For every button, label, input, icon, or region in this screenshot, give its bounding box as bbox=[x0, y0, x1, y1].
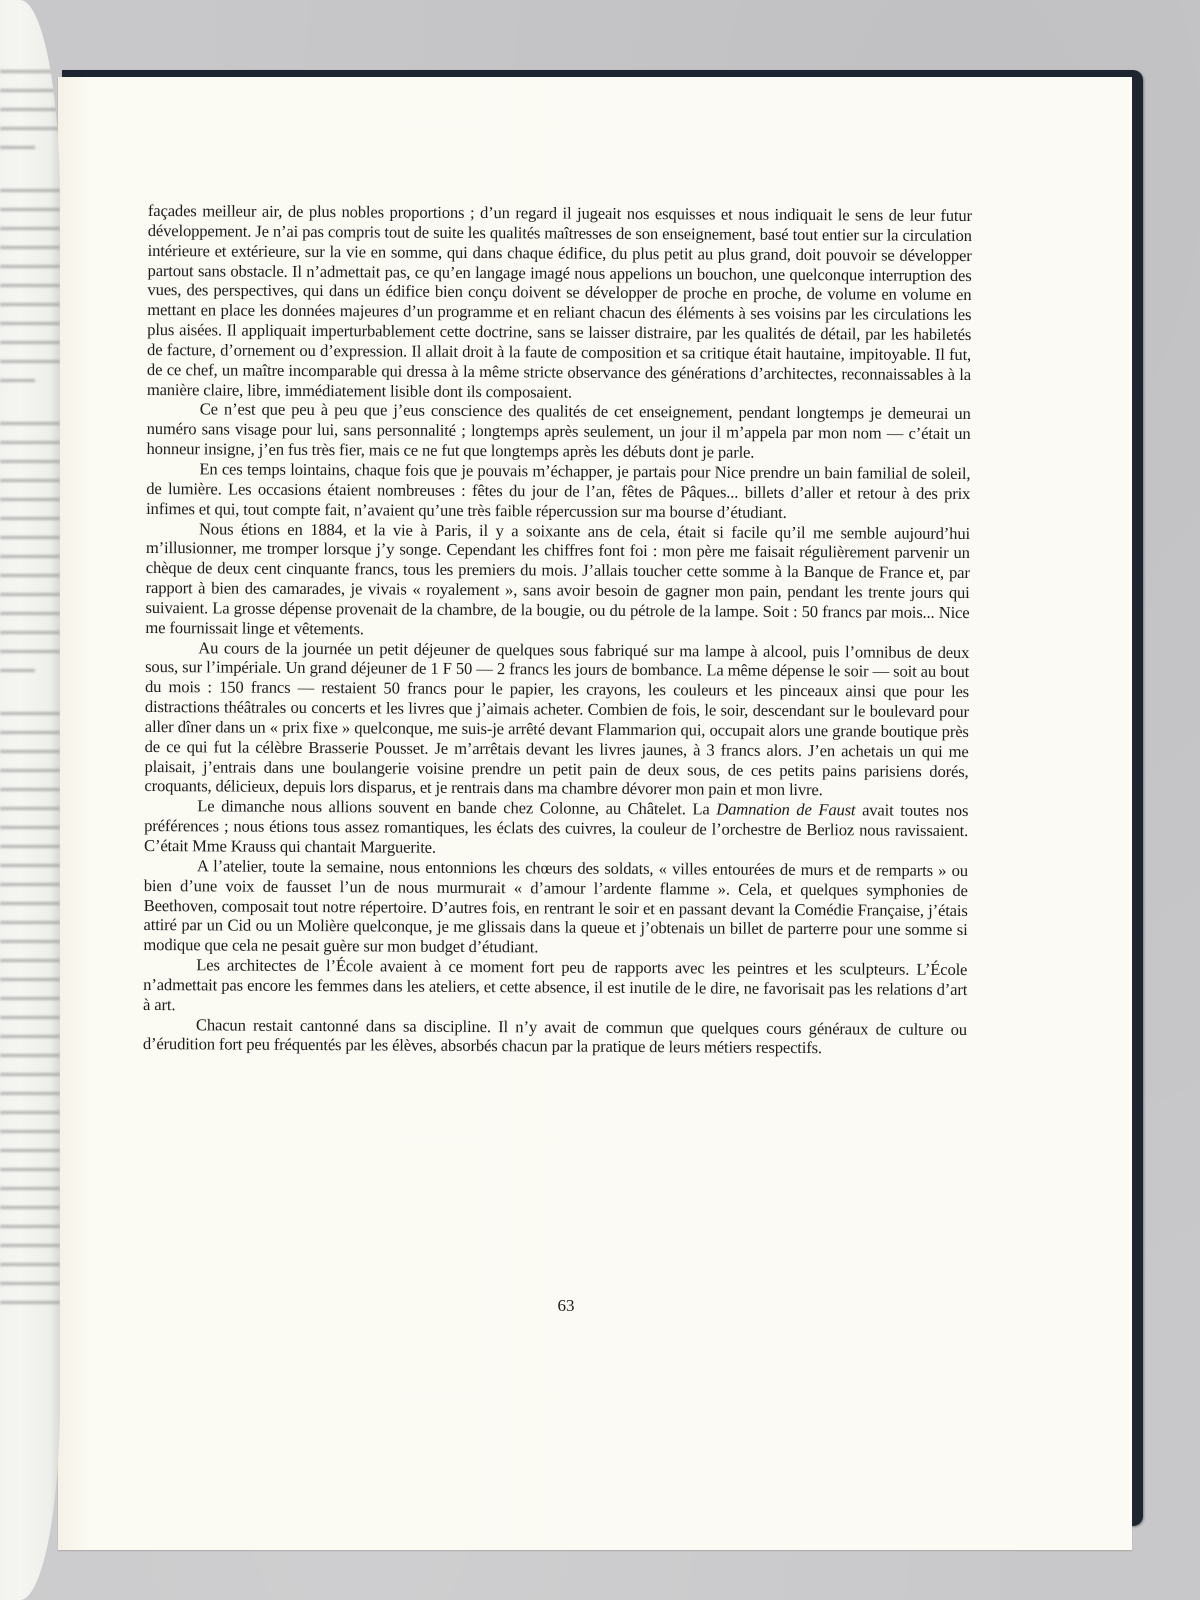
blurred-line bbox=[0, 284, 60, 287]
blurred-line bbox=[0, 108, 60, 111]
blurred-line bbox=[0, 1130, 60, 1133]
blurred-line bbox=[0, 460, 60, 463]
left-page-blurred-text bbox=[0, 70, 60, 1350]
paragraph-8: Les architectes de l’École avaient à ce moment fort peu de rapports avec les peintres et les sculpteurs. L’École n’admettait pas encore les femmes dans les ateliers, et cette absence, il est inutile de le dire, ne favorisait pas les relations d’art à art. bbox=[143, 955, 968, 1014]
paragraph-2: Ce n’est que peu à peu que j’eus conscience des qualités de cet enseignement, pendant longtemps je demeurai un numéro sans visage pour lui, sans personnalité ; longtemps après seulement, un jour il m’appela par mon nom — c’était un honneur insigne, j’en fus très fier, mais ce ne fut que longtemps après les débuts dont je parle. bbox=[146, 399, 971, 462]
blurred-line bbox=[0, 1301, 60, 1304]
blurred-line bbox=[0, 788, 60, 791]
blurred-line bbox=[0, 127, 60, 130]
blurred-line bbox=[0, 612, 60, 615]
body-text bbox=[143, 201, 972, 1059]
blurred-line bbox=[0, 1168, 60, 1171]
blurred-line bbox=[0, 631, 60, 634]
blurred-line bbox=[0, 517, 60, 520]
paragraph-3: En ces temps lointains, chaque fois que je pouvais m’échapper, je partais pour Nice prendre un bain familial de soleil, de lumière. Les occasions étaient nombreuses : fêtes du jour de l’an, fêtes de Pâques... billets d’aller et retour à des prix infimes et qui, tout compte fait, n’avaient qu’une très faible répercussion sur ma bourse d’étudiant. bbox=[146, 459, 971, 522]
blurred-line bbox=[0, 536, 60, 539]
blurred-line bbox=[0, 1111, 60, 1114]
paragraph-4: Nous étions en 1884, et la vie à Paris, il y a soixante ans de cela, était si facile qu’il me semble aujourd’hui m’illusionner, me tromper lorsque j’y songe. Cependant les chiffres font foi : mon père me faisait régulièrement parvenir un chèque de deux cent cinquante francs, tous les premiers du mois. J’allais toucher cette somme à la Banque de France et, par rapport à bien des camarades, je vivais « royalement », sans avoir besoin de gagner mon pain, pendant les trente jours qui suivaient. La grosse dépense provenait de la chambre, de la bougie, ou du pétrole de la lampe. Soit : 50 francs par mois... Nice me fournissait linge et vêtements. bbox=[145, 518, 971, 639]
blurred-line bbox=[0, 1054, 60, 1057]
blurred-line bbox=[0, 669, 35, 672]
blurred-line bbox=[0, 712, 60, 715]
blurred-line bbox=[0, 574, 60, 577]
blurred-line bbox=[0, 1244, 60, 1247]
paragraph-9: Chacun restait cantonné dans sa discipline. Il n’y avait de commun que quelques cours généraux de culture ou d’érudition fort peu fréquentés par les élèves, absorbés chacun par la pratique de leurs métiers respectifs. bbox=[142, 1014, 968, 1058]
blurred-line bbox=[0, 322, 60, 325]
blurred-line bbox=[0, 555, 60, 558]
blurred-line bbox=[0, 89, 60, 92]
blurred-line bbox=[0, 70, 60, 73]
blurred-line bbox=[0, 479, 60, 482]
blurred-line bbox=[0, 146, 35, 149]
blurred-line bbox=[0, 769, 60, 772]
blurred-line bbox=[0, 978, 60, 981]
blurred-line bbox=[0, 826, 60, 829]
page-number: 63 bbox=[557, 1296, 575, 1315]
blurred-line bbox=[0, 341, 60, 344]
blurred-line bbox=[0, 1035, 60, 1038]
blurred-line bbox=[0, 864, 60, 867]
blurred-line bbox=[0, 1092, 60, 1095]
blurred-line bbox=[0, 246, 60, 249]
blurred-line bbox=[0, 360, 60, 363]
blurred-line bbox=[0, 1206, 60, 1209]
blurred-line bbox=[0, 1263, 60, 1266]
blurred-line bbox=[0, 940, 60, 943]
blurred-line bbox=[0, 265, 60, 268]
blurred-line bbox=[0, 883, 60, 886]
blurred-line bbox=[0, 422, 60, 425]
work-title-italic: Damnation de Faust bbox=[716, 799, 856, 820]
blurred-line bbox=[0, 1073, 60, 1076]
paragraph-5: Au cours de la journée un petit déjeuner de quelques sous fabriqué sur ma lampe à alcool, puis l’omnibus de deux sous, sur l’impériale. Un grand déjeuner de 1 F 50 — 2 francs les jours de bombance. La même dépense le soir — soit au bout du mois : 150 francs — restaient 50 francs pour le papier, les crayons, les couleurs et les pinceaux ainsi que pour les distractions théâtrales ou concerts et les livres que j’aimais acheter. Combien de fois, le soir, descendant sur le boulevard pour aller dîner dans un « prix fixe » quelconque, me suis-je arrêté devant Flammarion qui, occupait alors une grande boutique près de ce qui fut la célèbre Brasserie Pousset. Je m’arrêtais devant les livres jaunes, à 3 francs alors. J’en achetais un qui me plaisait, j’entrais dans une boulangerie voisine prendre un petit pain de deux sous, de ces petits pains parisiens dorés, croquants, délicieux, depuis lors disparus, et je rentrais dans ma chambre dévorer mon pain et mon livre. bbox=[144, 637, 970, 800]
blurred-line bbox=[0, 593, 60, 596]
blurred-line bbox=[0, 498, 60, 501]
blurred-line bbox=[0, 650, 60, 653]
paragraph-6-end: avait toutes nos préférences ; nous étions tous assez romantiques, les éclats des cuivres, la couleur de l’orchestre de Berlioz nous ravissaient. C’était Mme Krauss qui chantait Marguerite. bbox=[144, 800, 969, 857]
blurred-line bbox=[0, 441, 60, 444]
blurred-line bbox=[0, 1016, 60, 1019]
left-page-curl bbox=[0, 0, 60, 1600]
blurred-line bbox=[0, 208, 60, 211]
blurred-line bbox=[0, 750, 60, 753]
blurred-line bbox=[0, 807, 60, 810]
blurred-line bbox=[0, 921, 60, 924]
blurred-line bbox=[0, 1225, 60, 1228]
paragraph-6 bbox=[144, 796, 968, 861]
blurred-line bbox=[0, 902, 60, 905]
blurred-line bbox=[0, 1282, 60, 1285]
blurred-line bbox=[0, 731, 60, 734]
blurred-line bbox=[0, 189, 60, 192]
blurred-line bbox=[0, 303, 60, 306]
blurred-line bbox=[0, 997, 60, 1000]
blurred-line bbox=[0, 845, 60, 848]
blurred-line bbox=[0, 227, 60, 230]
blurred-line bbox=[0, 1187, 60, 1190]
paragraph-6-start: Le dimanche nous allions souvent en bande chez Colonne, au Châtelet. La bbox=[197, 796, 717, 819]
paragraph-7: A l’atelier, toute la semaine, nous entonnions les chœurs des soldats, « villes entourées de murs et de remparts » ou bien d’une voix de fausset l’un de nous murmurait « d’amour l’ardente flamme ». Cela, et quelques symphonies de Beethoven, composait tout notre répertoire. D’autres fois, en rentrant le soir et en passant devant la Comédie Française, j’étais attiré par un Cid ou un Molière quelconque, je me glissais dans la queue et j’obtenais un billet de parterre pour une somme si modique que cela ne pesait guère sur mon budget d’étudiant. bbox=[143, 856, 968, 957]
blurred-line bbox=[0, 379, 35, 382]
blurred-line bbox=[0, 1149, 60, 1152]
blurred-line bbox=[0, 959, 60, 962]
paragraph-1: façades meilleur air, de plus nobles proportions ; d’un regard il jugeait nos esquisses et nous indiquait le sens de leur futur développement. Je n’ai pas compris tout de suite les qualités maîtresses de son enseignement, basé tout entier sur la circulation intérieure et extérieure, sur la vie en somme, qui dans chaque édifice, du plus petit au plus grand, doit pouvoir se développer partout sans obstacle. Il n’admettait pas, ce qu’en langage imagé nous appelions un bouchon, une quelconque interruption des vues, des perspectives, qui dans un édifice bien conçu doivent se développer de proche en proche, de volume en volume en mettant en place les données majeures d’un programme et en reliant chacun des éléments à ses voisins par les circulations les plus aisées. Il appliquait imperturbablement cette doctrine, sans se laisser distraire, par les qualités de détail, par les habiletés de facture, d’ornement ou d’expression. Il allait droit à la faute de composition et sa critique était hautaine, impitoyable. Il fut, de ce chef, un maître incomparable qui dressa à la même stricte observance des générations d’architectes, reconnaissables à la manière claire, libre, immédiatement lisible dont ils composaient. bbox=[146, 201, 972, 402]
